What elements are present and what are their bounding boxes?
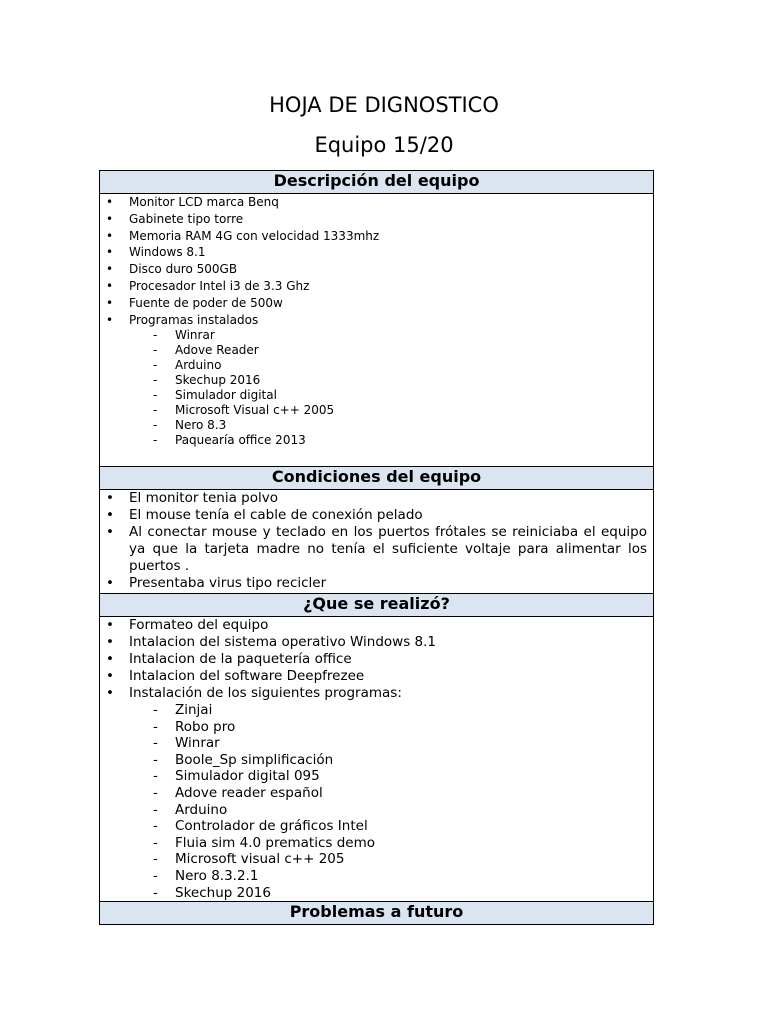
- list-item: • Disco duro 500GB: [100, 261, 653, 278]
- list-item: • Programas instalados: [100, 312, 653, 329]
- sub-list-item: - Winrar: [100, 735, 653, 752]
- sub-list-item: - Controlador de gráficos Intel: [100, 818, 653, 835]
- sub-list-item: - Arduino: [100, 358, 653, 373]
- sub-list-item: - Winrar: [100, 328, 653, 343]
- sub-list-item: - Zinjai: [100, 702, 653, 719]
- sub-list-item: - Skechup 2016: [100, 373, 653, 388]
- sub-list-item: - Simulador digital 095: [100, 768, 653, 785]
- sub-list-item: - Arduino: [100, 802, 653, 819]
- section-heading-description: Descripción del equipo: [100, 171, 653, 194]
- sub-list-item: - Boole_Sp simplificación: [100, 752, 653, 769]
- list-item: • Formateo del equipo: [100, 617, 653, 634]
- list-item: • Instalación de los siguientes programas:: [100, 685, 653, 702]
- list-item: • Fuente de poder de 500w: [100, 295, 653, 312]
- document-subtitle: Equipo 15/20: [314, 133, 454, 157]
- done-section: [100, 617, 653, 902]
- sub-list-item: - Nero 8.3.2.1: [100, 868, 653, 885]
- sub-list-item: - Skechup 2016: [100, 885, 653, 902]
- section-heading-done: ¿Que se realizó?: [100, 594, 653, 617]
- diagnostic-table: [99, 170, 654, 925]
- sub-list-item: - Adove Reader: [100, 343, 653, 358]
- list-item: • El monitor tenia polvo: [100, 490, 653, 507]
- list-item: • Monitor LCD marca Benq: [100, 194, 653, 211]
- sub-list-item: - Adove reader español: [100, 785, 653, 802]
- document-title: HOJA DE DIGNOSTICO: [269, 93, 499, 117]
- list-item: • Intalacion del software Deepfrezee: [100, 668, 653, 685]
- sub-list-item: - Microsoft Visual c++ 2005: [100, 403, 653, 418]
- conditions-list: [100, 490, 653, 592]
- list-item: • Intalacion del sistema operativo Windows 8.1: [100, 634, 653, 651]
- sub-list-item: - Nero 8.3: [100, 418, 653, 433]
- sub-list-item: - Fluia sim 4.0 prematics demo: [100, 835, 653, 852]
- list-item: • El mouse tenía el cable de conexión pelado: [100, 507, 653, 524]
- list-item: • Procesador Intel i3 de 3.3 Ghz: [100, 278, 653, 295]
- sub-list-item: - Robo pro: [100, 719, 653, 736]
- section-heading-conditions: Condiciones del equipo: [100, 467, 653, 490]
- new-programs-list: [100, 702, 653, 901]
- list-item: • Gabinete tipo torre: [100, 211, 653, 228]
- list-item: • Intalacion de la paquetería office: [100, 651, 653, 668]
- sub-list-item: - Paquearía office 2013: [100, 433, 653, 448]
- section-heading-future: Problemas a futuro: [100, 902, 653, 924]
- sub-list-item: - Microsoft visual c++ 205: [100, 851, 653, 868]
- list-item: • Al conectar mouse y teclado en los puertos frótales se reiniciaba el equipo ya que la tarjeta madre no tenía el suficiente voltaje para alimentar los puertos .: [100, 524, 653, 575]
- list-item: • Windows 8.1: [100, 244, 653, 261]
- sub-list-item: - Simulador digital: [100, 388, 653, 403]
- done-list: [100, 617, 653, 702]
- list-item: • Memoria RAM 4G con velocidad 1333mhz: [100, 228, 653, 245]
- list-item: • Presentaba virus tipo recicler: [100, 575, 653, 592]
- conditions-section: [100, 490, 653, 594]
- description-section: [100, 194, 653, 467]
- installed-programs-list: [100, 328, 653, 448]
- description-list: [100, 194, 653, 328]
